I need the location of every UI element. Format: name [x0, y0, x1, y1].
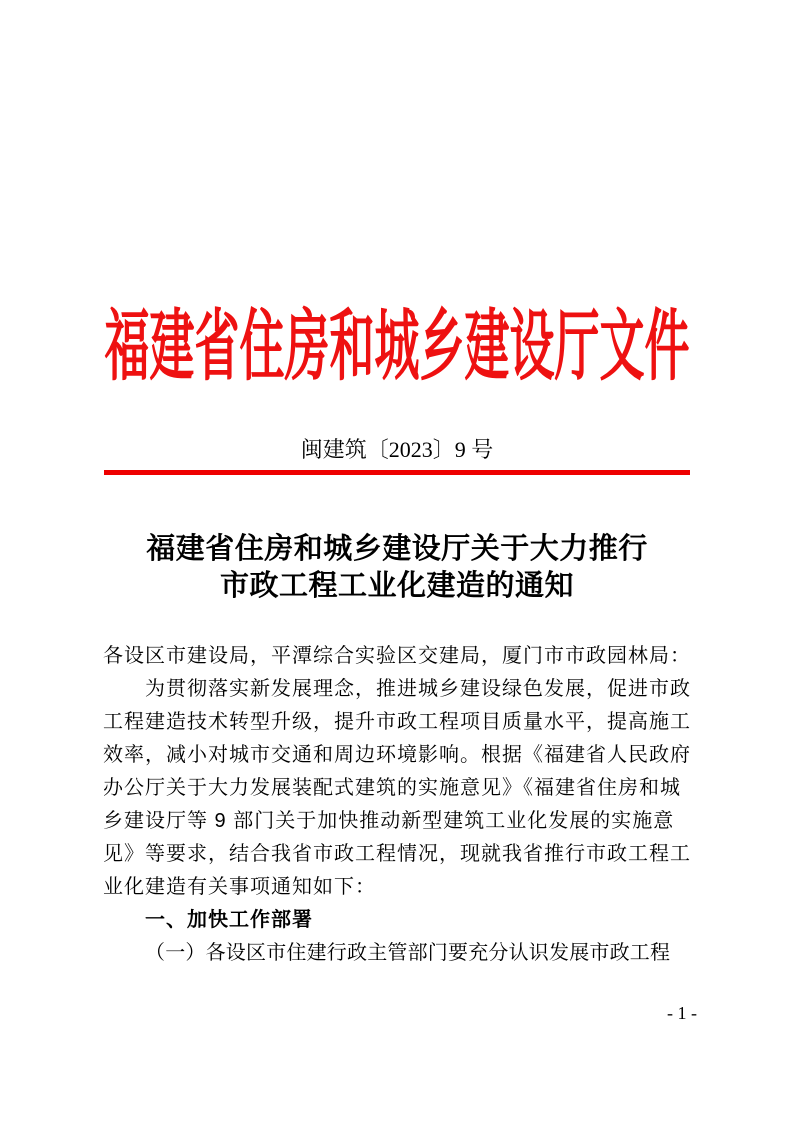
- doc-title: [0, 531, 794, 605]
- red-divider-line: [104, 470, 690, 475]
- doc-title-line2: 市政工程工业化建造的通知: [219, 570, 574, 602]
- doc-title-line1: 福建省住房和城乡建设厅关于大力推行: [146, 533, 648, 565]
- body-line: 效率，减小对城市交通和周边环境影响。根据《福建省人民政府: [103, 744, 691, 766]
- page-number: - 1 -: [667, 1003, 697, 1023]
- body-line: 见》等要求，结合我省市政工程情况，现就我省推行市政工程工: [103, 843, 691, 865]
- document-header-banner-text: 福建省住房和城乡建设厅文件: [104, 301, 690, 390]
- body-line: 办公厅关于大力发展装配式建筑的实施意见》《福建省住房和城: [103, 777, 681, 799]
- body-line: （一）各设区市住建行政主管部门要充分认识发展市政工程: [145, 942, 671, 964]
- body-line: 业化建造有关事项通知如下：: [103, 876, 376, 898]
- body-line: 为贯彻落实新发展理念，推进城乡建设绿色发展，促进市政: [145, 678, 691, 700]
- doc-number: 闽建筑〔2023〕9 号: [300, 437, 494, 462]
- body-line: 工程建造技术转型升级，提升市政工程项目质量水平，提高施工: [103, 711, 691, 733]
- body-line-recipients: 各设区市建设局，平潭综合实验区交建局，厦门市市政园林局：: [103, 645, 691, 667]
- section-heading: 一、加快工作部署: [145, 909, 313, 931]
- document-header-banner: [0, 283, 794, 390]
- body-line: 乡建设厅等 9 部门关于加快推动新型建筑工业化发展的实施意: [103, 810, 675, 832]
- doc-body: [103, 640, 703, 970]
